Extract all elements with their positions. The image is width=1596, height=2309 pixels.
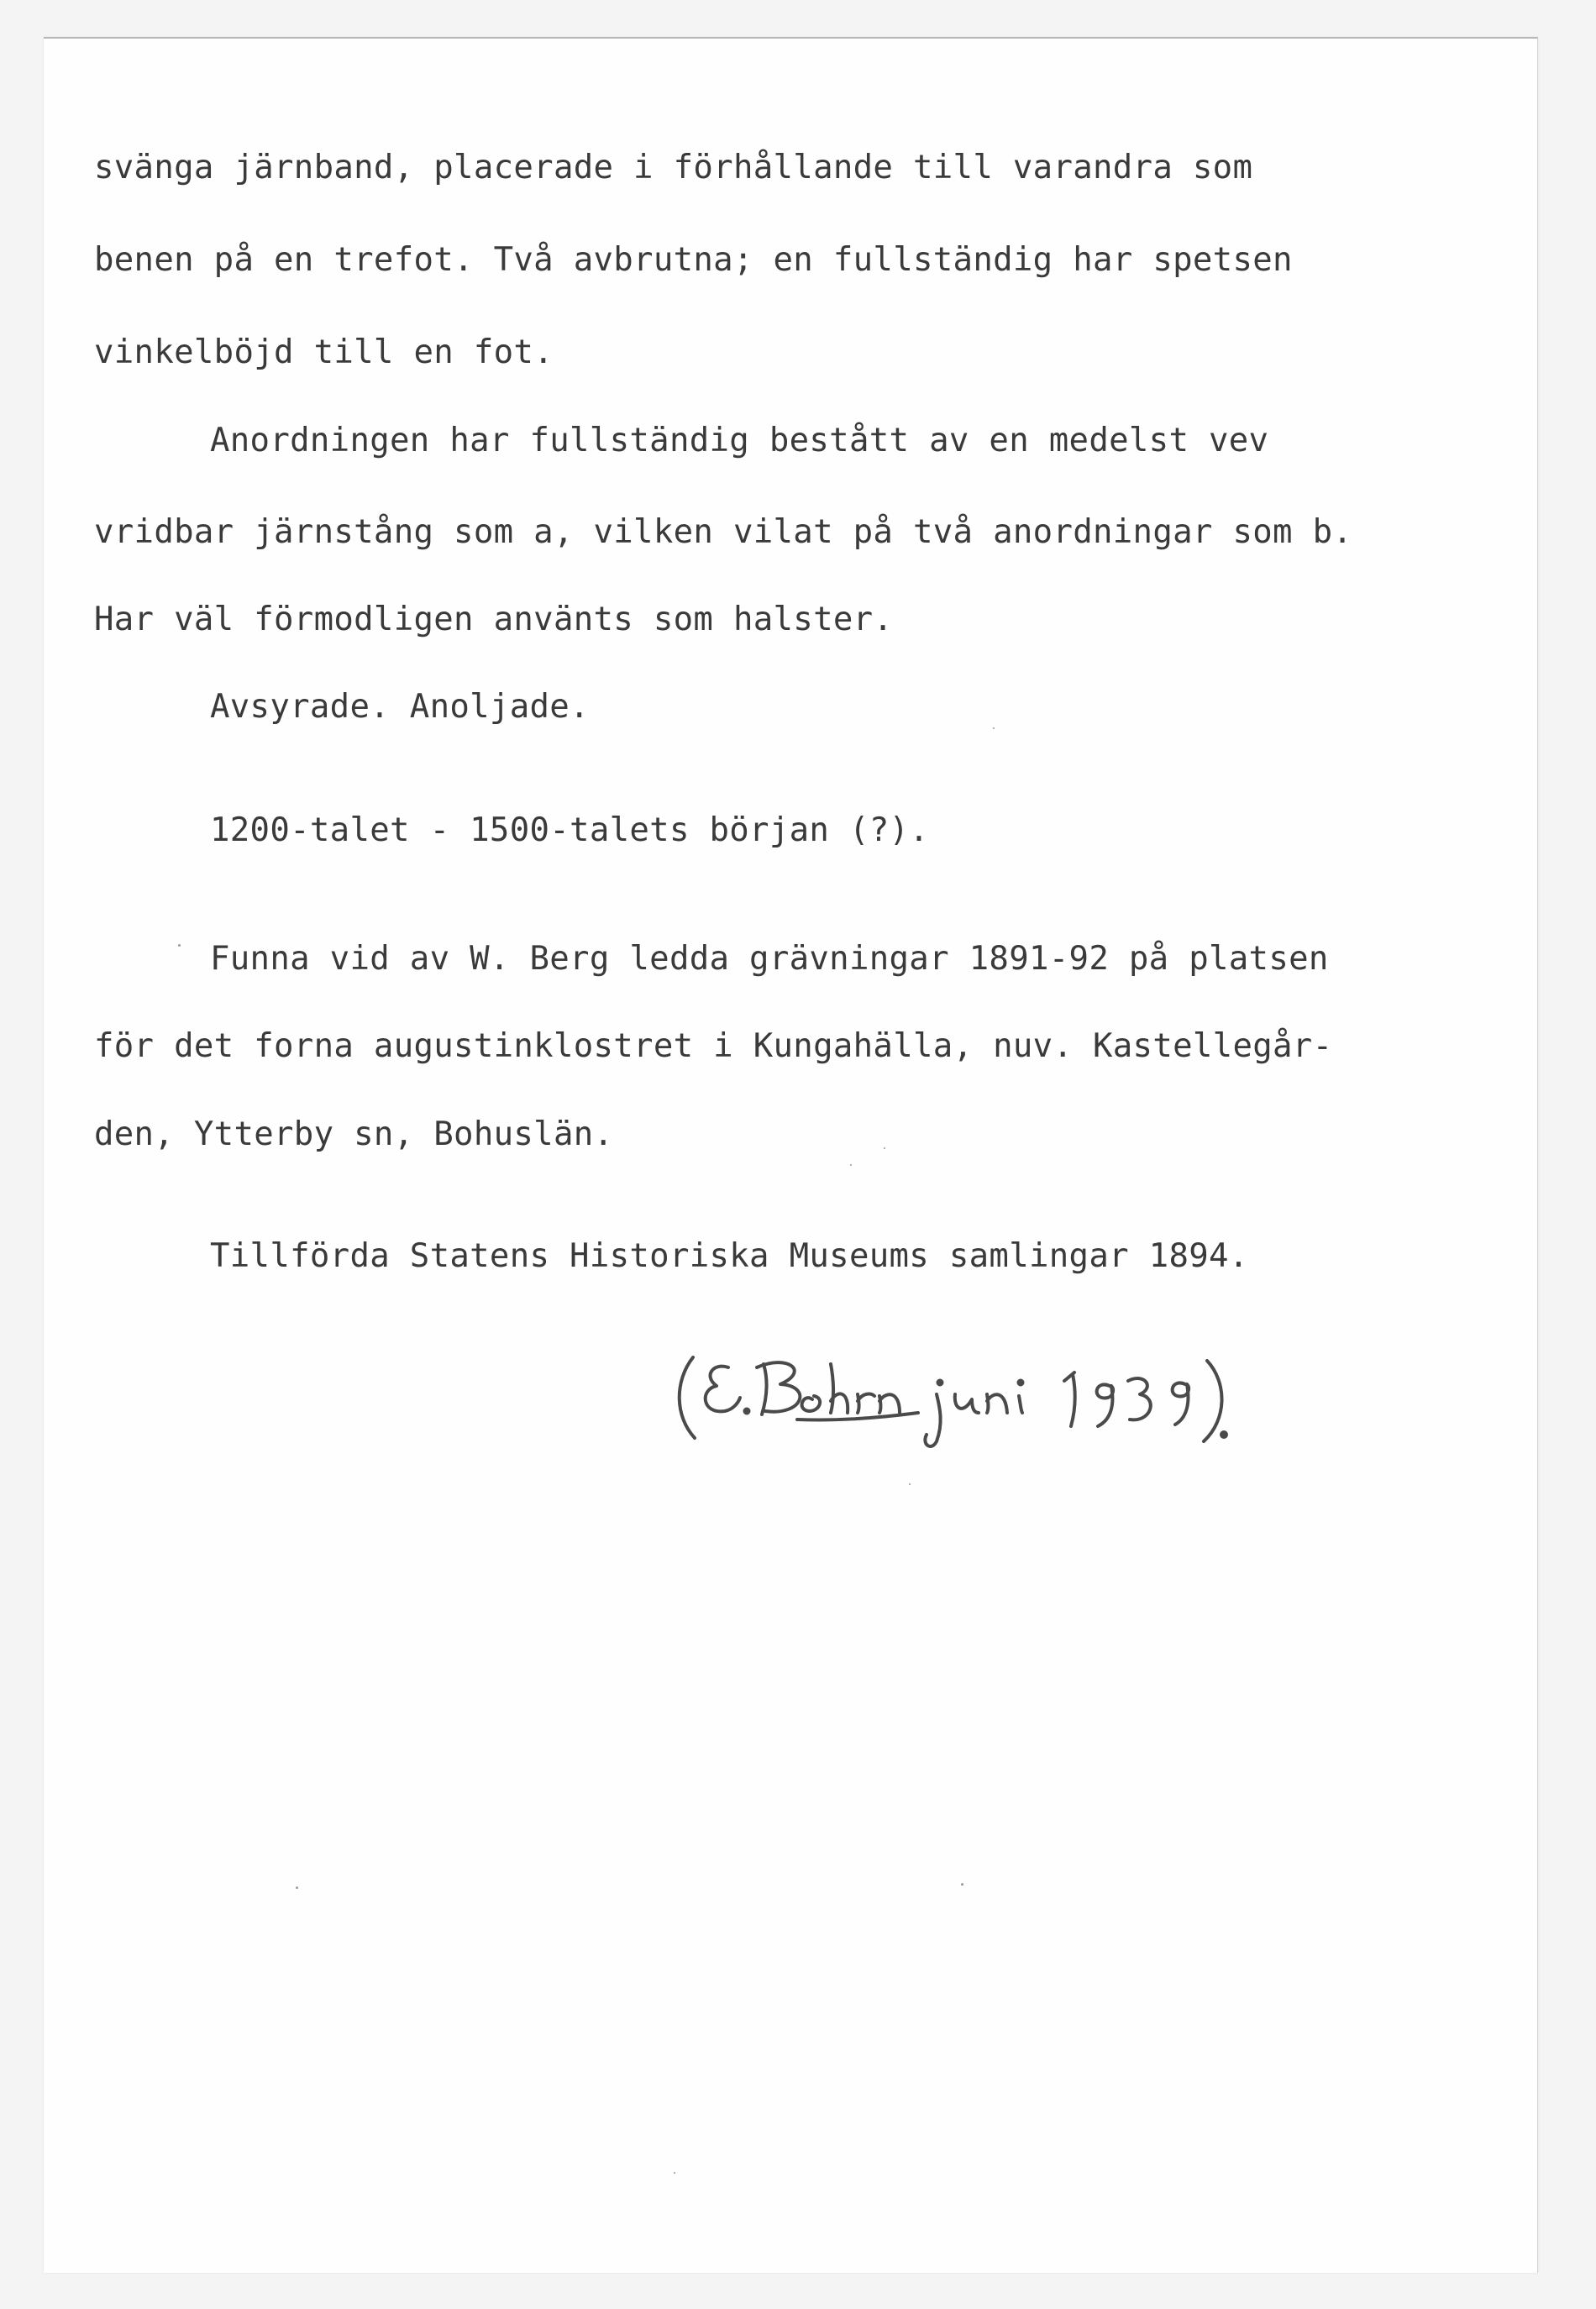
text-line-6: Har väl förmodligen använts som halster. [94, 601, 894, 638]
text-line-11: den, Ytterby sn, Bohuslän. [94, 1115, 614, 1153]
text-line-3: vinkelböjd till en fot. [94, 333, 554, 371]
scan-speck [884, 1147, 885, 1149]
text-line-9: Funna vid av W. Berg ledda grävningar 1891-92 på platsen [210, 940, 1329, 978]
scan-speck [909, 1483, 911, 1485]
text-line-4: Anordningen har fullständig bestått av en medelst vev [210, 422, 1269, 459]
scan-speck [850, 1164, 852, 1166]
text-line-12: Tillförda Statens Historiska Museums samlingar 1894. [210, 1237, 1249, 1275]
text-line-8: 1200-talet - 1500-talets början (?). [210, 811, 930, 849]
text-line-2: benen på en trefot. Två avbrutna; en fullständig har spetsen [94, 241, 1293, 279]
scan-speck [993, 727, 995, 729]
text-line-7: Avsyrade. Anoljade. [210, 688, 590, 726]
scan-speck [674, 2172, 675, 2174]
scan-speck [178, 944, 181, 947]
text-line-10: för det forna augustinklostret i Kungahälla, nuv. Kastellegår- [94, 1027, 1333, 1065]
text-line-5: vridbar järnstång som a, vilken vilat på två anordningar som b. [94, 513, 1353, 551]
handwritten-signature [669, 1339, 1341, 1456]
text-line-1: svänga järnband, placerade i förhållande till varandra som [94, 149, 1253, 186]
document-page [44, 37, 1538, 2273]
scan-speck [961, 1883, 963, 1886]
scan-speck [296, 1887, 298, 1889]
